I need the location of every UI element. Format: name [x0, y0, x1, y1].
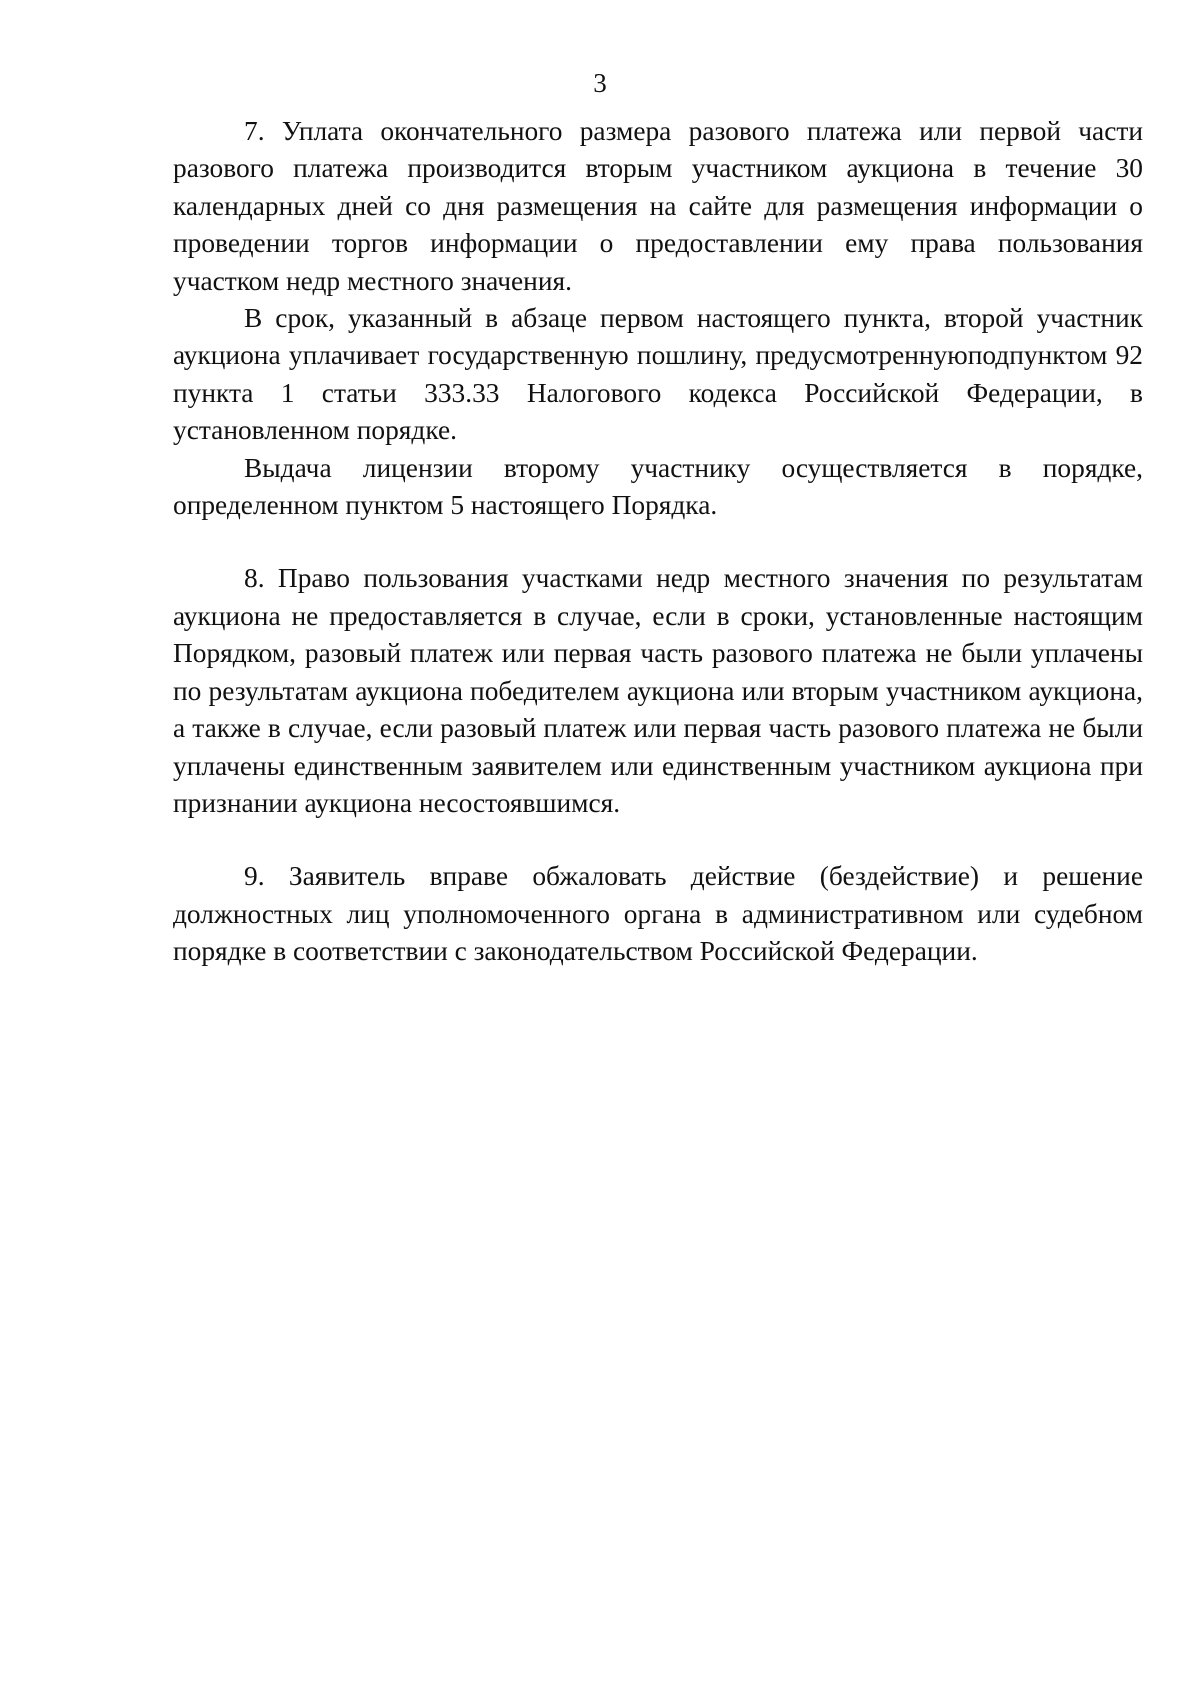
paragraph-9: 9. Заявитель вправе обжаловать действие (бездействие) и решение должностных лиц уполномоченного органа в административном или судебном порядке в соответствии с законодательством Российской Федерации. [173, 861, 1143, 967]
paragraph-7: 7. Уплата окончательного размера разового платежа или первой части разового платежа производится вторым участником аукциона в течение 30 календарных дней со дня размещения на сайте для размещения информации о проведении торгов информации о предоставлении ему права пользования участком недр местного значения. [173, 116, 1143, 296]
page-number: 3 [593, 68, 607, 98]
document-body [173, 113, 1143, 971]
paragraph-7-license-issuance: Выдача лицензии второму участнику осуществляется в порядке, определенном пунктом 5 настоящего Порядка. [173, 452, 1143, 521]
paragraph-8: 8. Право пользования участками недр местного значения по результатам аукциона не предоставляется в случае, если в сроки, установленные настоящим Порядком, разовый платеж или первая часть разового платежа не были уплачены по результатам аукциона победителем аукциона или вторым участником аукциона, а также в случае, если разовый платеж или первая часть разового платежа не были уплачены единственным заявителем или единственным участником аукциона при признании аукциона несостоявшимся. [173, 563, 1143, 818]
paragraph-7-state-fee: В срок, указанный в абзаце первом настоящего пункта, второй участник аукциона уплачивает государственную пошлину, предусмотреннуюподпунктом 92 пункта 1 статьи 333.33 Налогового кодекса Российской Федерации, в установленном порядке. [173, 303, 1143, 446]
